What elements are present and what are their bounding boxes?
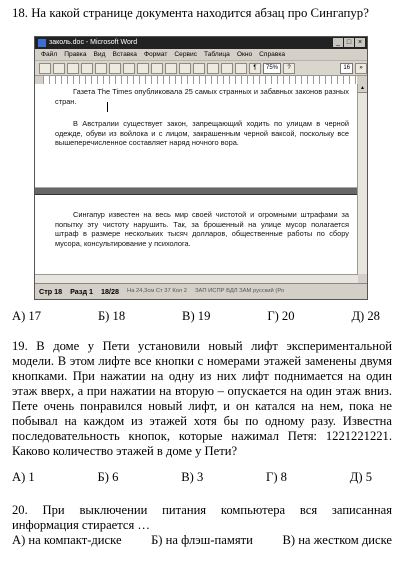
toolbar-options-icon: » (355, 63, 367, 74)
zoom-select: 75% (263, 63, 281, 74)
word-app-icon (38, 39, 46, 47)
word-title-bar (35, 37, 367, 49)
text-cursor (107, 102, 108, 112)
word-menu-bar (35, 49, 367, 61)
q19-option-a: А) 1 (12, 470, 35, 484)
q19-option-d: Г) 8 (266, 470, 287, 484)
document-area (35, 84, 358, 274)
q20-option-c: В) на жестком диске (282, 533, 392, 547)
maximize-icon: □ (344, 38, 354, 47)
print-icon (81, 63, 93, 74)
q18-option-b: Б) 18 (97, 309, 126, 323)
q20-option-b: Б) на флэш-памяти (151, 533, 253, 547)
doc-paragraph-times: Газета The Times опубликовала 25 самых странных и забавных законов разных стран. (55, 87, 349, 106)
word-window-screenshot (34, 36, 368, 300)
status-page: Стр 18 (39, 287, 63, 296)
question-20-options (12, 533, 392, 548)
open-icon (53, 63, 65, 74)
doc-paragraph-australia: В Австралии существует закон, запрещающий ходить по улицам в черной одежде, обуви из войлока и с лицом, закрашенным черной ваксой, поскольку все вышеперечисленное составляет наряд ночного вора. (55, 119, 349, 148)
question-18: 18. На какой странице документа находится абзац про Сингапур? (12, 6, 369, 20)
status-modes: ЗАП ИСПР ВДЛ ЗАМ русский (Ро (195, 288, 285, 294)
question-20: 20. При выключении питания компьютера вся записанная информация стирается … (12, 503, 392, 532)
menu-window: Окно (236, 51, 253, 58)
help-icon: ? (283, 63, 295, 74)
redo-icon (193, 63, 205, 74)
status-position: На 24,3см Ст 37 Кол 2 (127, 288, 188, 294)
table-icon (221, 63, 233, 74)
minimize-icon: _ (333, 38, 343, 47)
menu-format: Формат (143, 51, 168, 58)
save-icon (67, 63, 79, 74)
question-18-options (12, 309, 392, 324)
paragraph-marks-icon: ¶ (249, 63, 261, 74)
spelling-icon (109, 63, 121, 74)
status-bar (35, 283, 367, 299)
vertical-scrollbar (357, 84, 367, 274)
scroll-up-icon: ▲ (358, 84, 367, 93)
q19-option-b: Б) 6 (97, 470, 119, 484)
q18-option-c: В) 19 (182, 309, 211, 323)
pane-splitter (35, 187, 357, 195)
q18-option-d: Г) 20 (267, 309, 295, 323)
hyperlink-icon (207, 63, 219, 74)
columns-icon (235, 63, 247, 74)
status-page-count: 18/28 (101, 287, 120, 296)
menu-edit: Правка (64, 51, 87, 58)
q19-option-e: Д) 5 (349, 470, 372, 484)
q19-option-c: В) 3 (181, 470, 204, 484)
menu-help: Справка (259, 51, 286, 58)
paste-icon (151, 63, 163, 74)
q20-option-a: А) на компакт-диске (12, 533, 122, 547)
q18-option-e: Д) 28 (351, 309, 380, 323)
question-19-options (12, 470, 392, 485)
new-doc-icon (39, 63, 51, 74)
menu-insert: Вставка (112, 51, 137, 58)
cut-icon (123, 63, 135, 74)
menu-file: Файл (41, 51, 58, 58)
format-painter-icon (165, 63, 177, 74)
menu-tools: Сервис (174, 51, 197, 58)
close-icon: × (355, 38, 365, 47)
undo-icon (179, 63, 191, 74)
menu-table: Таблица (203, 51, 230, 58)
doc-paragraph-singapore: Сингапур известен на весь мир своей чистотой и огромными штрафами за попытку эту чистоту нарушить. Так, за брошенный на улице мусор полагается штраф в размере нескольких тысяч долларов, общественные работы по сбору мусора, консультирование у психолога. (55, 210, 349, 248)
font-size-select: 16 (340, 63, 353, 74)
preview-icon (95, 63, 107, 74)
word-toolbar (35, 61, 367, 76)
word-title: заколь.doc - Microsoft Word (49, 39, 138, 46)
question-19: 19. В доме у Пети установили новый лифт экспериментальной модели. В этом лифте все кнопки с номерами этажей заменены двумя кнопками. При нажатии на одну из них лифт поднимается на один этаж вверх, а при нажатии на вторую – опускается на один этаж вниз. Пете очень понравился новый лифт, и он катался на нем, пока не побывал на каждом из этажей хотя бы по одному разу. Известна последовательность кнопок, которые нажимал Петя: 1221221221. Каково количество этажей в доме у Пети? (12, 339, 392, 458)
q18-option-a: А) 17 (12, 309, 42, 323)
menu-view: Вид (93, 51, 106, 58)
copy-icon (137, 63, 149, 74)
window-controls (333, 38, 365, 47)
status-section: Разд 1 (70, 287, 94, 296)
